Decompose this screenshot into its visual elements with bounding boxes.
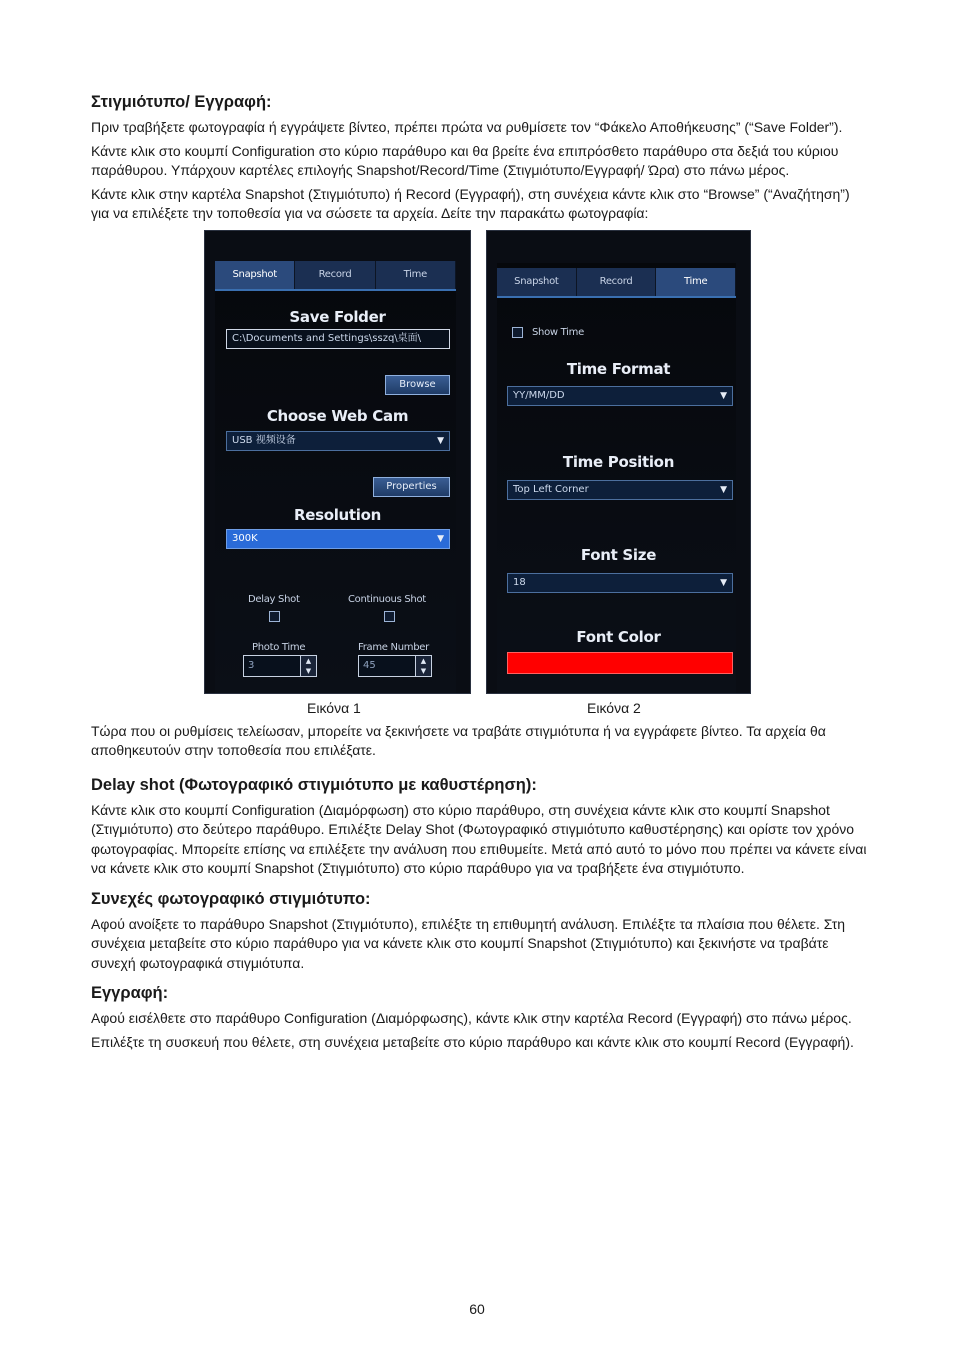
time-position-select[interactable] bbox=[507, 480, 733, 500]
continuous-shot-label: Continuous Shot bbox=[348, 593, 426, 605]
tab-record[interactable]: Record bbox=[577, 268, 657, 296]
choose-web-cam-heading: Choose Web Cam bbox=[266, 406, 409, 425]
paragraph: Επιλέξτε τη συσκευή που θέλετε, στη συνέχεια μεταβείτε στο κύριο παράθυρο και κάντε κλικ στο κουμπί Record (Εγγραφή). bbox=[91, 1033, 854, 1050]
figure-1-caption: Εικόνα 1 bbox=[307, 699, 361, 716]
browse-button[interactable]: Browse bbox=[385, 375, 450, 395]
tab-record[interactable]: Record bbox=[295, 261, 375, 289]
time-format-value: YY/MM/DD bbox=[513, 389, 565, 401]
properties-button[interactable]: Properties bbox=[373, 477, 450, 497]
chevron-down-icon: ▼ bbox=[720, 577, 727, 588]
tab-snapshot[interactable]: Snapshot bbox=[497, 268, 577, 296]
section-continuous-shot bbox=[91, 889, 871, 974]
paragraph: Κάντε κλικ στο κουμπί Configuration (Διαμόρφωση) στο κύριο παράθυρο, στη συνέχεια κάντε κλικ στο κουμπί Snapshot (Στιγμιότυπο) στο δεύτερο παράθυρο. Επιλέξτε Delay Shot (Φωτογραφικό στιγμιότυπο καθυστέρησης) και ορίστε τον χρόνο φωτογραφίας. Μπορείτε επίσης να επιλέξετε την ανάλυση που επιθυμείτε. Μετά από αυτό το μόνο που πρέπει να κάνετε είναι να κάνετε κλικ στο κουμπί Snapshot (Στιγμιότυπο) στο κύριο παράθυρο για να τραβήξετε ένα στιγμιότυπο. bbox=[91, 801, 867, 876]
tab-bar bbox=[497, 268, 736, 298]
paragraph: Κάντε κλικ στην καρτέλα Snapshot (Στιγμιότυπο) ή Record (Εγγραφή), στη συνέχεια κάντε κλικ στο “Browse” (“Αναζήτηση”) για να επιλέξετε την τοποθεσία για να σώσετε τα αρχεία. Δείτε την παρακάτω φωτογραφία: bbox=[91, 185, 850, 221]
section-delay-shot bbox=[91, 775, 871, 879]
save-folder-heading: Save Folder bbox=[289, 307, 386, 326]
font-size-value: 18 bbox=[513, 576, 526, 588]
section-title: Εγγραφή: bbox=[91, 984, 169, 1002]
frame-number-label: Frame Number bbox=[358, 641, 429, 653]
paragraph: Κάντε κλικ στο κουμπί Configuration στο κύριο παράθυρο και θα βρείτε ένα επιπρόσθετο παράθυρο στα δεξιά του κύριου παράθυρου. Υπάρχουν καρτέλες επιλογής Snapshot/Record/Time (Στιγμιότυπο/Εγγραφή/ Ώρα) στο πάνω μέρος. bbox=[91, 142, 839, 178]
time-position-heading: Time Position bbox=[562, 452, 675, 471]
photo-time-label: Photo Time bbox=[252, 641, 306, 653]
tab-time[interactable]: Time bbox=[656, 268, 736, 296]
web-cam-value: USB 视频设备 bbox=[232, 434, 296, 446]
spin-arrows-icon[interactable]: ▲ ▼ bbox=[415, 656, 431, 676]
paragraph: Αφού ανοίξετε το παράθυρο Snapshot (Στιγμιότυπο), επιλέξτε τη επιθυμητή ανάλυση. Επιλέξτε τα πλαίσια που θέλετε. Στη συνέχεια μεταβείτε στο κύριο παράθυρο για να κάνετε κλικ στο κουμπί Snapshot (Στιγμιότυπο) και ξεκινήστε να τραβάτε συνεχή φωτογραφικά στιγμιότυπα. bbox=[91, 915, 846, 971]
show-time-label: Show Time bbox=[532, 326, 584, 338]
section-title: Delay shot (Φωτογραφικό στιγμιότυπο με καθυστέρηση): bbox=[91, 775, 537, 794]
section-record bbox=[91, 983, 871, 1052]
resolution-heading: Resolution bbox=[293, 505, 382, 524]
resolution-value: 300K bbox=[232, 532, 258, 544]
figures bbox=[91, 230, 871, 694]
page-content bbox=[91, 92, 871, 1056]
spin-arrows-icon[interactable]: ▲ ▼ bbox=[300, 656, 316, 676]
continuous-shot-checkbox[interactable] bbox=[384, 611, 395, 622]
time-format-heading: Time Format bbox=[566, 359, 671, 378]
chevron-down-icon: ▼ bbox=[720, 484, 727, 495]
font-size-heading: Font Size bbox=[580, 545, 657, 564]
photo-time-value: 3 bbox=[248, 659, 255, 671]
chevron-down-icon: ▼ bbox=[437, 435, 444, 446]
figure-1-snapshot-panel bbox=[204, 230, 471, 694]
figure-2-caption: Εικόνα 2 bbox=[587, 699, 641, 716]
paragraph: Αφού εισέλθετε στο παράθυρο Configuration (Διαμόρφωσης), κάντε κλικ στην καρτέλα Record (Εγγραφή) στο πάνω μέρος. bbox=[91, 1010, 852, 1026]
section-title: Συνεχές φωτογραφικό στιγμιότυπο: bbox=[91, 889, 371, 908]
save-folder-path-field[interactable]: C:\Documents and Settings\sszq\桌面\ bbox=[226, 329, 450, 349]
time-format-select[interactable] bbox=[507, 386, 733, 406]
chevron-down-icon: ▼ bbox=[720, 390, 727, 401]
page-number: 60 bbox=[469, 1301, 485, 1317]
delay-shot-checkbox[interactable] bbox=[269, 611, 280, 622]
paragraph: Πριν τραβήξετε φωτογραφία ή εγγράψετε βίντεο, πρέπει πρώτα να ρυθμίσετε τον “Φάκελο Αποθήκευσης” (“Save Folder”). bbox=[91, 119, 843, 135]
section-snapshot-record bbox=[91, 92, 871, 224]
paragraph: Τώρα που οι ρυθμίσεις τελείωσαν, μπορείτε να ξεκινήσετε να τραβάτε στιγμιότυπα ή να εγγράφετε βίντεο. Τα αρχεία θα αποθηκευτούν στην τοποθεσία που επιλέξατε. bbox=[91, 722, 826, 758]
tab-bar bbox=[215, 261, 456, 291]
font-color-swatch[interactable] bbox=[507, 652, 733, 674]
resolution-select[interactable] bbox=[226, 529, 450, 549]
photo-time-stepper[interactable] bbox=[243, 655, 317, 677]
time-position-value: Top Left Corner bbox=[513, 483, 589, 495]
figure-2-time-panel bbox=[486, 230, 751, 694]
chevron-down-icon: ▼ bbox=[437, 533, 444, 544]
frame-number-stepper[interactable] bbox=[358, 655, 432, 677]
delay-shot-label: Delay Shot bbox=[248, 593, 300, 605]
font-size-select[interactable] bbox=[507, 573, 733, 593]
section-title: Στιγμιότυπο/ Εγγραφή: bbox=[91, 93, 272, 111]
tab-time[interactable]: Time bbox=[376, 261, 456, 289]
font-color-heading: Font Color bbox=[576, 627, 661, 646]
figure-captions bbox=[91, 700, 871, 722]
frame-number-value: 45 bbox=[363, 659, 376, 671]
tab-snapshot[interactable]: Snapshot bbox=[215, 261, 295, 289]
show-time-checkbox[interactable] bbox=[512, 327, 523, 338]
web-cam-select[interactable] bbox=[226, 431, 450, 451]
